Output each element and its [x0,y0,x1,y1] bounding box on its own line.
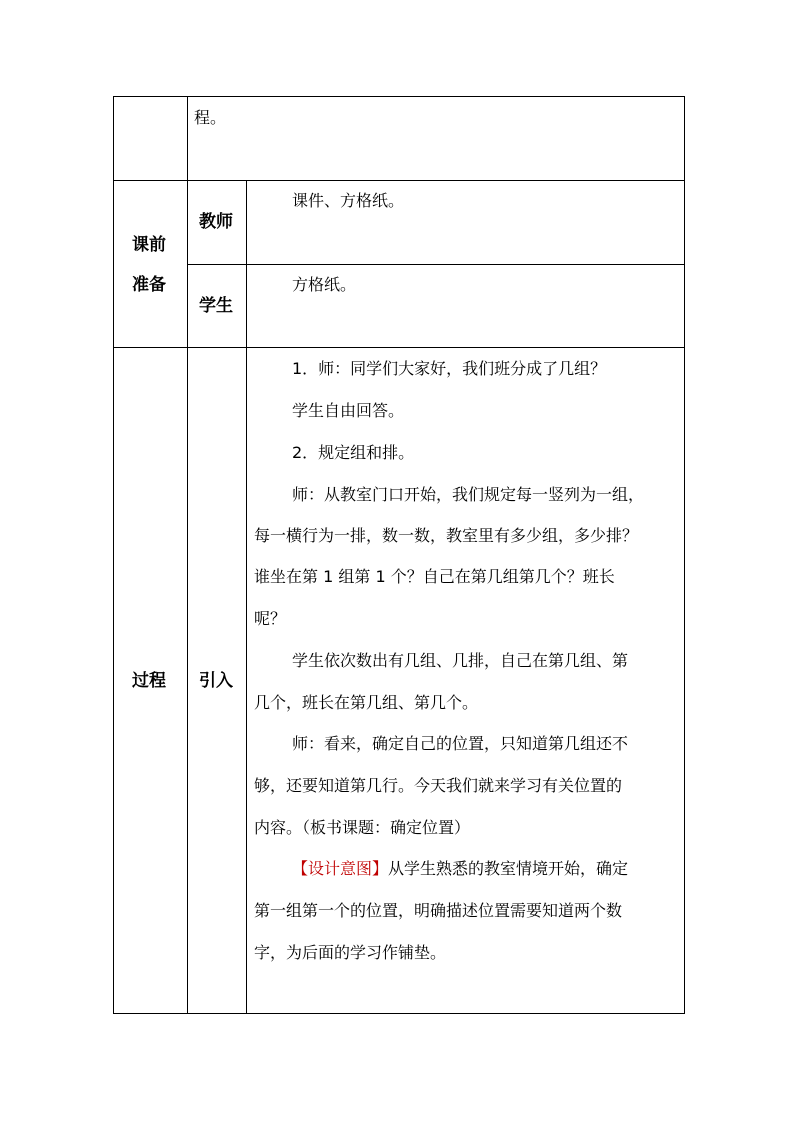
process-line: 几个，班长在第几组、第几个。 [254,693,479,712]
table-border-left [113,96,114,1014]
process-line: 师：从教室门口开始，我们规定每一竖列为一组， [292,485,645,504]
design-intent-text: 从学生熟悉的教室情境开始，确定 [388,859,629,878]
table-border-bottom [113,1013,685,1014]
teacher-content: 课件、方格纸。 [292,191,405,210]
student-content: 方格纸。 [292,275,357,294]
process-line: 内容。（板书课题：确定位置） [254,818,471,837]
process-line: 师：看来，确定自己的位置，只知道第几组还不 [292,734,629,753]
teacher-label: 教师 [199,212,233,232]
stage-label: 引入 [199,671,233,691]
table-border-top [113,96,685,97]
student-label: 学生 [199,296,233,316]
row0-content: 程。 [194,108,227,127]
prep-header-line2: 准备 [132,275,166,295]
design-intent-line [292,860,628,878]
process-line: 1．师：同学们大家好，我们班分成了几组？ [292,359,607,378]
table-border-row1 [113,180,685,181]
process-line: 够，还要知道第几行。今天我们就来学习有关位置的 [254,776,623,795]
design-intent-line: 第一组第一个的位置，明确描述位置需要知道两个数 [254,901,623,920]
table-border-col1 [187,96,188,1014]
process-line: 谁坐在第 1 组第 1 个？自己在第几组第几个？班长 [254,567,615,586]
prep-header-line1: 课前 [132,235,166,255]
process-line: 学生依次数出有几组、几排，自己在第几组、第 [292,651,629,670]
process-line: 2．规定组和排。 [292,443,415,462]
process-line: 学生自由回答。 [292,401,405,420]
design-intent-tag: 【设计意图】 [292,859,389,878]
process-line: 呢？ [254,609,287,628]
table-border-prep-mid [187,264,685,265]
table-border-row2 [113,347,685,348]
table-border-right [684,96,685,1014]
table-border-col2 [246,180,247,1014]
design-intent-line: 字，为后面的学习作铺垫。 [254,943,447,962]
process-header: 过程 [132,671,166,691]
process-line: 每一横行为一排，数一数，教室里有多少组，多少排？ [254,526,639,545]
